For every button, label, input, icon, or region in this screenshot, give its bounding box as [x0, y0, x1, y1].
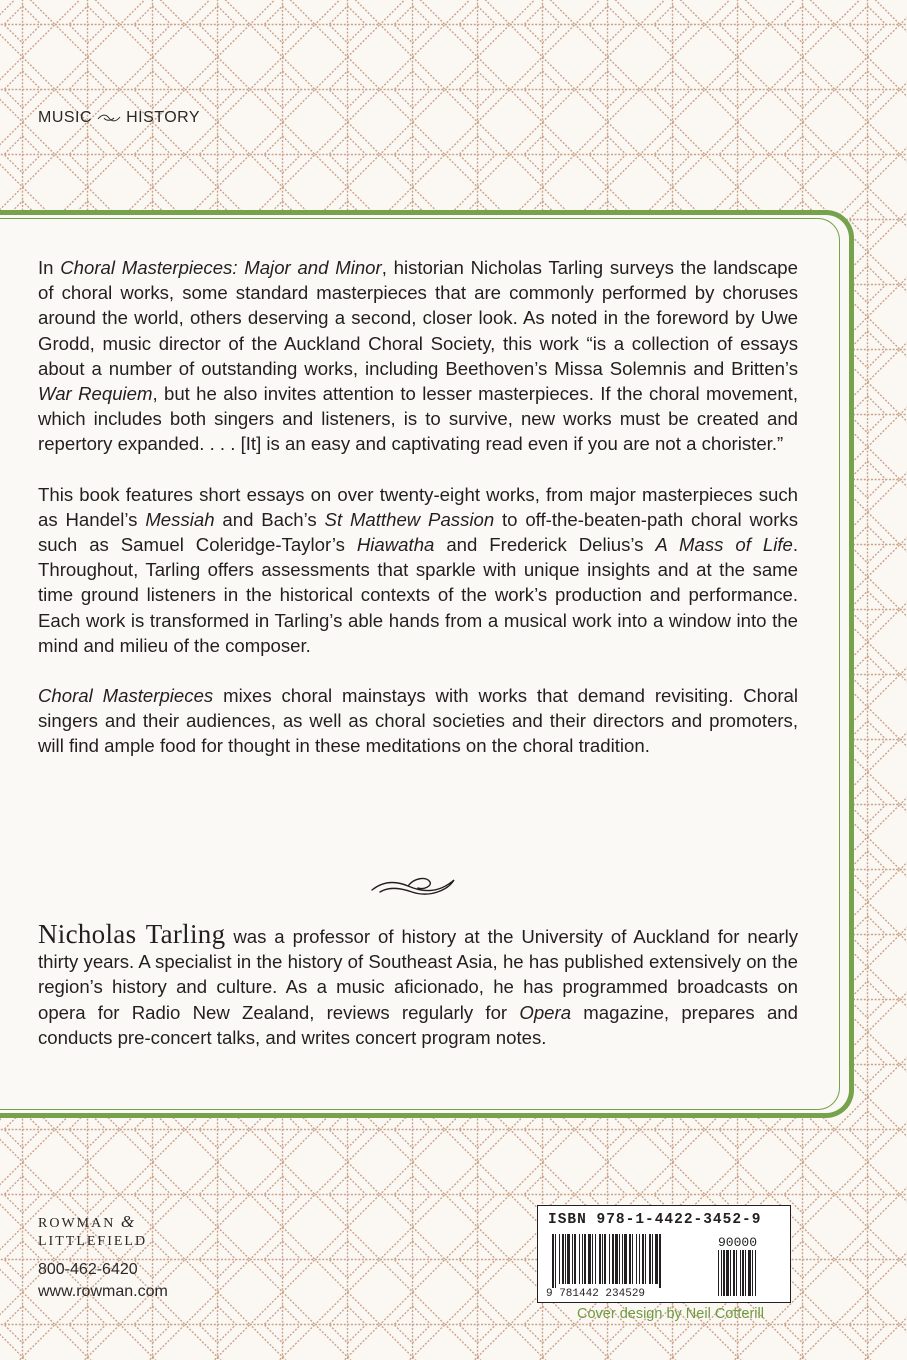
- barcode-bar: [592, 1234, 593, 1284]
- barcode-bar: [604, 1234, 606, 1284]
- title-choral-masterpieces-major-minor: Choral Masterpieces: Major and Minor: [60, 257, 382, 278]
- barcode-addon-bar: [755, 1250, 756, 1296]
- title-war-requiem: War Requiem: [38, 383, 153, 405]
- barcode-bar: [649, 1234, 651, 1284]
- title-opera-magazine: Opera: [519, 1001, 572, 1023]
- barcode-bar: [645, 1234, 646, 1284]
- author-name: Nicholas Tarling: [38, 919, 226, 949]
- barcode-bar: [655, 1234, 658, 1284]
- barcode-bar: [562, 1234, 564, 1284]
- publisher-line-2: LITTLEFIELD: [38, 1234, 148, 1249]
- barcode-bar: [609, 1234, 610, 1284]
- barcode-bar: [552, 1234, 554, 1288]
- barcode-bar: [602, 1234, 603, 1284]
- barcode-bar: [574, 1234, 576, 1284]
- cover-design-credit: Cover design by Neil Cotterill: [577, 1306, 764, 1322]
- barcode-bar: [624, 1234, 627, 1284]
- book-description: [38, 255, 798, 784]
- barcode-bar: [622, 1234, 623, 1284]
- barcode-bar: [584, 1234, 586, 1284]
- barcode-bar: [599, 1234, 601, 1284]
- barcode-bar: [619, 1234, 620, 1284]
- barcode-bar: [652, 1234, 653, 1284]
- barcode-bar: [612, 1234, 614, 1284]
- publisher-logo: [38, 1213, 147, 1251]
- barcode-bar: [567, 1234, 570, 1284]
- barcode-addon-bar: [718, 1250, 719, 1296]
- barcode-addon-bar: [748, 1250, 751, 1296]
- isbn-barcode: [537, 1205, 791, 1303]
- publisher-website[interactable]: www.rowman.com: [38, 1283, 168, 1300]
- barcode-bar: [659, 1234, 661, 1288]
- barcode-addon-bar: [723, 1250, 725, 1296]
- barcode-bar: [555, 1234, 556, 1288]
- barcode-addon-bar: [745, 1250, 746, 1296]
- title-choral-masterpieces: Choral Masterpieces: [38, 685, 214, 707]
- barcode-digits: 9 781442 234529: [546, 1288, 646, 1298]
- barcode-addon-bar: [726, 1250, 729, 1296]
- barcode-bar: [588, 1234, 591, 1284]
- flourish-divider-icon: [368, 868, 460, 902]
- barcode-bar: [632, 1234, 633, 1284]
- barcode-bar: [636, 1234, 637, 1284]
- series-music: MUSIC: [38, 109, 93, 126]
- title-messiah: Messiah: [145, 508, 215, 530]
- author-bio: Nicholas Tarling was a professor of history at the University of Auckland for nearly thirty years. A specialist in the history of Southeast Asia, he has published extensively on the region’s history and culture. As a music aficionado, he has programmed broadcasts on opera for Radio New Zealand, reviews regularly for Opera magazine, prepares and conducts pre-concert talks, and writes concert program notes.: [38, 919, 798, 1048]
- series-label: [38, 109, 200, 127]
- barcode-bars: [546, 1234, 784, 1298]
- description-paragraph-2: This book features short essays on over twenty-eight works, from major masterpieces such as Handel’s Messiah and Bach’s St Matthew Passion to off-the-beaten-path choral works such as Samuel Coleridge-Taylor’s Hiawatha and Frederick Delius’s A Mass of Life. Throughout, Tarling offers assessments that sparkle with unique insights and at the same time ground listeners in the historical contexts of the work’s production and performance. Each work is transformed in Tarling’s able hands from a musical work into a window into the mind and milieu of the composer.: [38, 483, 799, 656]
- barcode-addon-bar: [733, 1250, 735, 1296]
- barcode-bar: [595, 1234, 596, 1284]
- barcode-addon-bar: [736, 1250, 737, 1296]
- title-hiawatha: Hiawatha: [356, 534, 435, 556]
- publisher-ampersand: &: [120, 1212, 135, 1231]
- isbn-number: ISBN 978-1-4422-3452-9: [548, 1212, 762, 1228]
- barcode-bar: [629, 1234, 631, 1284]
- barcode-addon-bar: [742, 1250, 744, 1296]
- series-history: HISTORY: [126, 109, 201, 126]
- title-st-matthew-passion: St Matthew Passion: [324, 508, 495, 530]
- publisher-contact: [38, 1259, 168, 1303]
- barcode-bar: [559, 1234, 560, 1284]
- swash-ornament-icon: [96, 112, 122, 124]
- publisher-phone: 800-462-6420: [38, 1261, 138, 1278]
- barcode-addon-digits: 90000: [718, 1235, 758, 1250]
- barcode-addon-bar: [721, 1250, 722, 1296]
- barcode-bar: [572, 1234, 573, 1284]
- barcode-bar: [579, 1234, 580, 1284]
- barcode-addon-bar: [752, 1250, 753, 1296]
- barcode-bar: [639, 1234, 640, 1284]
- barcode-bar: [615, 1234, 618, 1284]
- description-paragraph-3: Choral Masterpieces mixes choral mainstays with works that demand revisiting. Choral singers and their audiences, as well as choral societies and their directors and promoters, will find ample food for thought in these meditations on the choral tradition.: [38, 685, 799, 757]
- barcode-bar: [582, 1234, 583, 1284]
- barcode-addon-bar: [740, 1250, 741, 1296]
- description-paragraph-1: In Choral Masterpieces: Major and Minor, historian Nicholas Tarling surveys the landscape of choral works, some standard masterpieces that are commonly performed by choruses around the world, others deserving a second, closer look. As noted in the foreword by Uwe Grodd, music director of the Auckland Choral Society, this work “is a collection of essays about a number of outstanding works, including Beethoven’s Missa Solemnis and Britten’s War Requiem, but he also invites attention to lesser masterpieces. If the choral movement, which includes both singers and listeners, is to survive, new works must be created and repertory expanded. . . . [It] is an easy and captivating read even if you are not a chorister.”: [38, 257, 798, 455]
- publisher-line-1: ROWMAN &: [38, 1212, 135, 1231]
- barcode-addon-bar: [730, 1250, 731, 1296]
- barcode-bar: [642, 1234, 644, 1284]
- title-a-mass-of-life: A Mass of Life: [655, 534, 793, 556]
- barcode-bar: [565, 1234, 566, 1284]
